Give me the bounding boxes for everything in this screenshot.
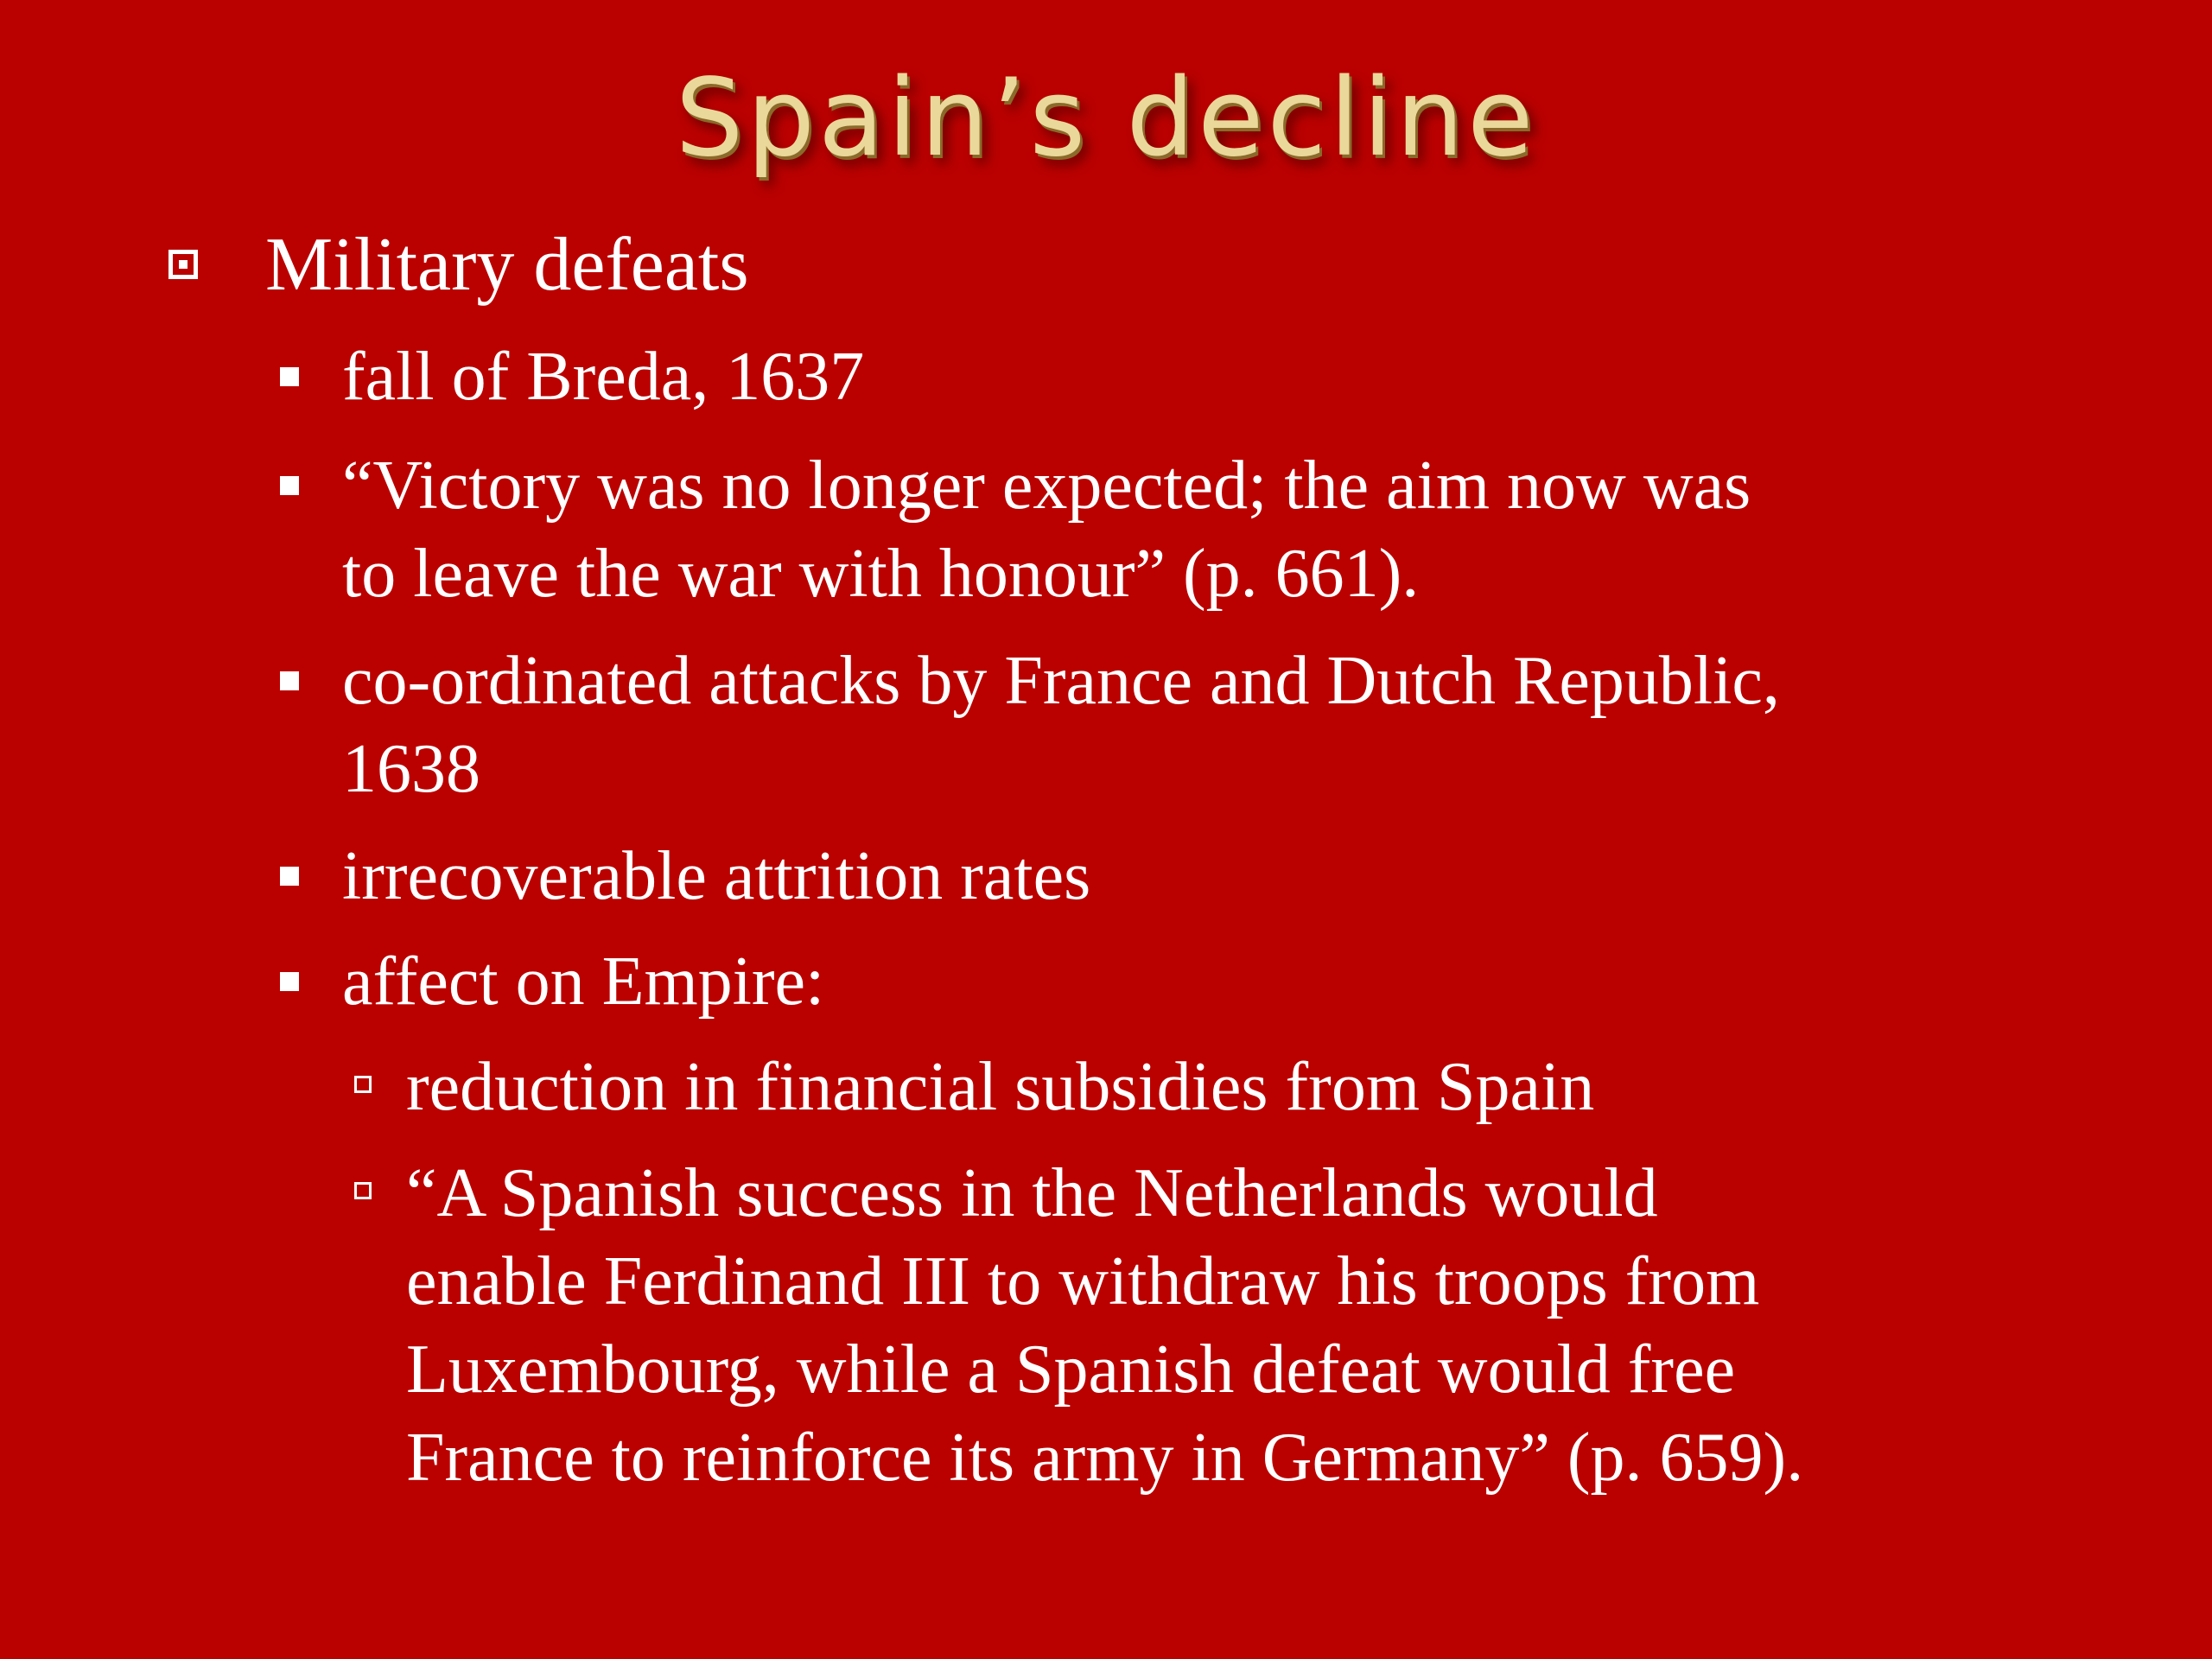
sub-sub-bullet-subsidies xyxy=(406,1043,1594,1131)
filled-square-bullet-icon xyxy=(280,972,299,991)
bullet-line: 1638 xyxy=(342,731,480,807)
bullet-text: Military defeats xyxy=(265,223,749,307)
bullet-line: “A Spanish success in the Netherlands would xyxy=(406,1155,1658,1231)
bullet-line: to leave the war with honour” (p. 661). xyxy=(342,536,1420,612)
filled-square-bullet-icon xyxy=(280,671,299,690)
sub-bullet-breda xyxy=(342,333,864,421)
filled-square-bullet-icon xyxy=(280,367,299,386)
bullet-line: “Victory was no longer expected; the aim now was xyxy=(342,448,1751,524)
bullet-line: affect on Empire: xyxy=(342,944,825,1020)
bullet-line: France to reinforce its army in Germany” (p. 659). xyxy=(406,1420,1804,1496)
bullet-line: irrecoverable attrition rates xyxy=(342,838,1091,914)
filled-square-bullet-icon xyxy=(280,867,299,886)
sub-bullet-affect-on-empire xyxy=(342,938,824,1026)
slide-title: Spain’s decline xyxy=(675,56,1537,181)
bullet-line: Luxembourg, while a Spanish defeat would free xyxy=(406,1332,1736,1408)
hollow-square-bullet-icon xyxy=(354,1182,372,1199)
sub-sub-bullet-spanish-success-quote xyxy=(406,1149,1803,1502)
sub-bullet-attrition xyxy=(342,832,1090,920)
sub-bullet-coordinated-attacks xyxy=(342,637,1780,813)
bullet-line: reduction in financial subsidies from Spain xyxy=(406,1049,1595,1125)
hollow-square-bullet-icon xyxy=(354,1076,372,1093)
sub-bullet-victory-quote xyxy=(342,442,1751,618)
filled-square-bullet-icon xyxy=(280,476,299,495)
bullet-line: co-ordinated attacks by France and Dutch Republic, xyxy=(342,643,1780,719)
bullet-military-defeats xyxy=(265,220,749,310)
bullet-line: enable Ferdinand III to withdraw his troops from xyxy=(406,1243,1760,1319)
boxed-square-bullet-icon xyxy=(168,250,198,279)
bullet-line: fall of Breda, 1637 xyxy=(342,339,865,415)
